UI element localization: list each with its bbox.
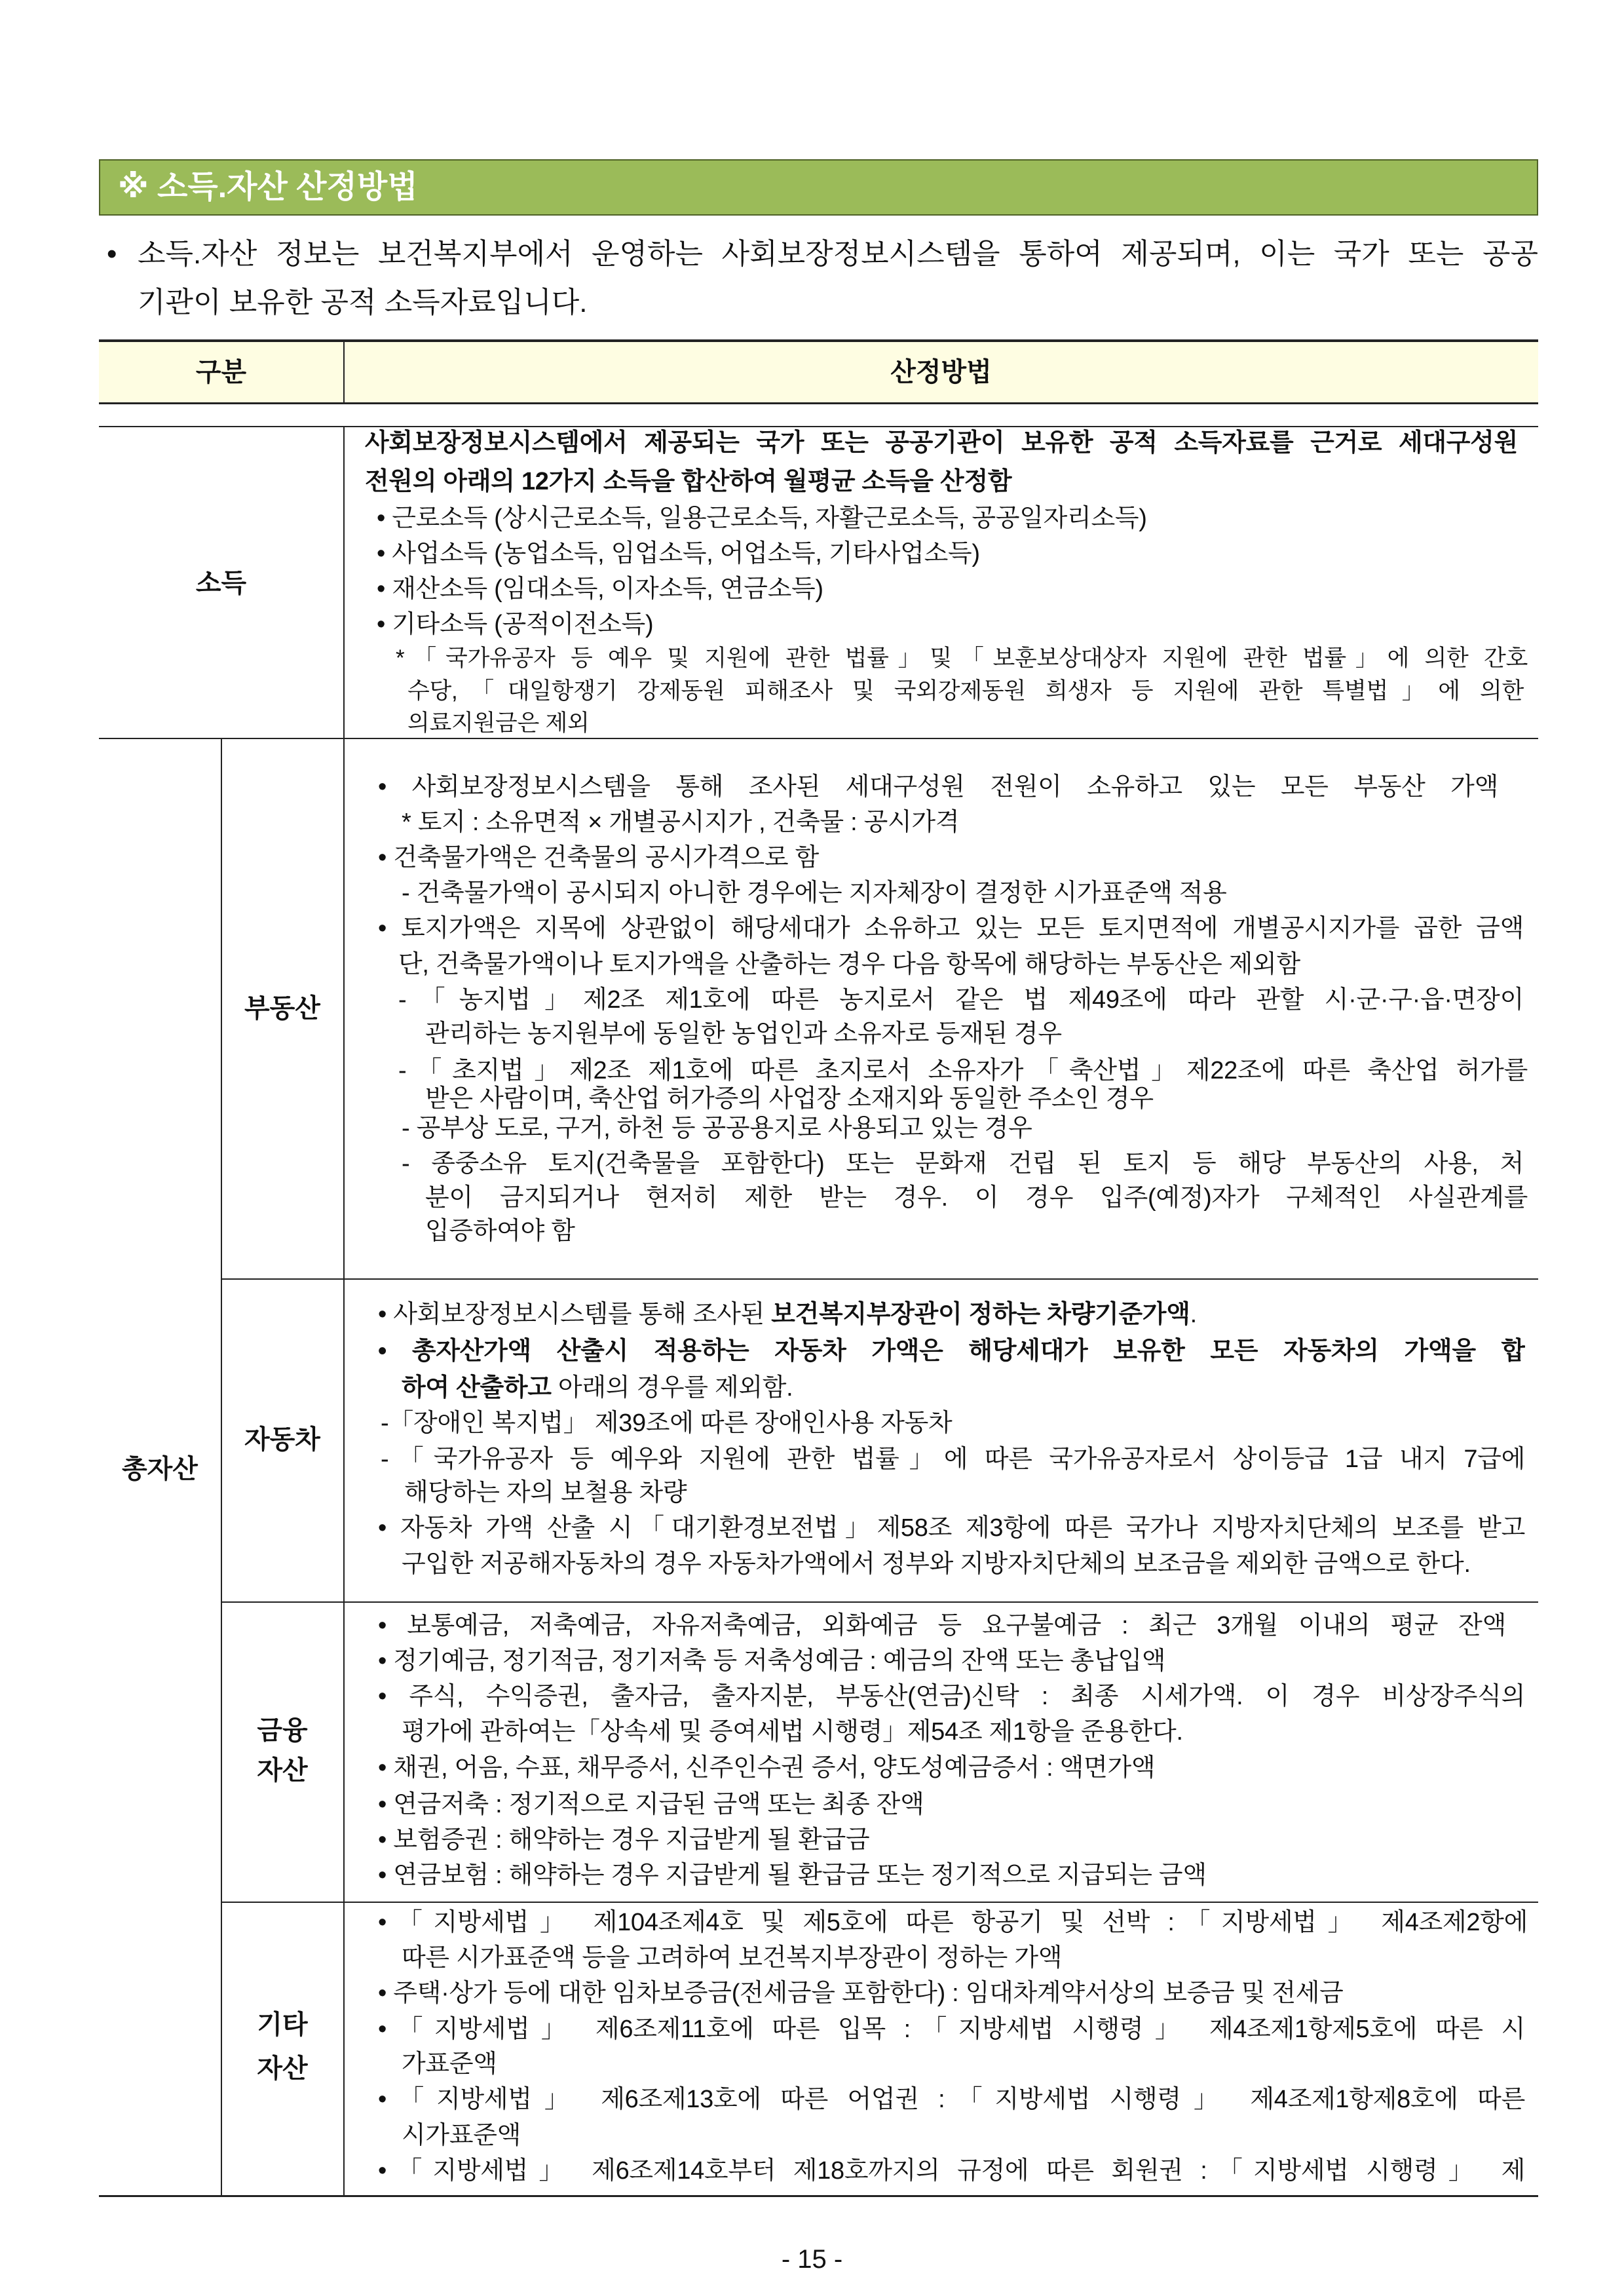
row-label-financial: 자산 xyxy=(257,1756,308,1785)
real-estate-line: * 토지 : 소유면적 × 개별공시지가 , 건축물 : 공시가격 xyxy=(402,809,960,836)
income-lead-line: 사회보장정보시스템에서 제공되는 국가 또는 공공기관이 보유한 공적 소득자료를 근거로 세대구성원 xyxy=(365,429,1518,457)
income-note-line: 의료지원금은 제외 xyxy=(407,710,590,736)
intro-line: 기관이 보유한 공적 소득자료입니다. xyxy=(138,286,588,318)
vehicle-line: 구입한 저공해자동차의 경우 자동차가액에서 정부와 지방자치단체의 보조금을 제외한 금액으로 한다. xyxy=(402,1550,1471,1578)
real-estate-line: • 건축물가액은 건축물의 공시가격으로 함 xyxy=(378,844,819,871)
vehicle-line-text: • 사회보장정보시스템를 통해 조사된 xyxy=(378,1301,772,1328)
table-rule xyxy=(99,2195,1538,2197)
income-lead-line: 전원의 아래의 12가지 소득을 합산하여 월평균 소득을 산정함 xyxy=(365,468,1012,495)
other-asset-line: •「지방세법」 제6조제14호부터 제18호까지의 규정에 따른 회원권 :「지방세법 시행령」 제 xyxy=(378,2157,1525,2185)
other-asset-line: •「지방세법」 제104조제4호 및 제5호에 따른 항공기 및 선박 :「지방세법」 제4조제2항에 xyxy=(378,1909,1528,1936)
vehicle-line xyxy=(378,1297,1524,1332)
income-item: • 재산소득 (임대소득, 이자소득, 연금소득) xyxy=(377,575,823,603)
real-estate-line: 단, 건축물가액이나 토지가액을 산출하는 경우 다음 항목에 해당하는 부동산은 제외함 xyxy=(398,951,1300,978)
real-estate-line: -「농지법」제2조 제1호에 따른 농지로서 같은 법 제49조에 따라 관할 시·군·구·읍·면장이 xyxy=(398,986,1524,1014)
financial-line: • 보통예금, 저축예금, 자유저축예금, 외화예금 등 요구불예금 : 최근 3개월 이내의 평균 잔액 xyxy=(378,1612,1506,1639)
vehicle-line-emphasis: 보건복지부장관이 정하는 차량기준가액 xyxy=(771,1301,1190,1328)
table-rule xyxy=(221,1902,1538,1903)
real-estate-line: • 사회보장정보시스템을 통해 조사된 세대구성원 전원이 소유하고 있는 모든 부동산 가액 xyxy=(378,773,1498,801)
real-estate-line: 분이 금지되거나 현저히 제한 받는 경우. 이 경우 입주(예정)자가 구체적인 사실관계를 xyxy=(425,1184,1528,1212)
financial-line: • 정기예금, 정기적금, 정기저축 등 저축성예금 : 예금의 잔액 또는 총납입액 xyxy=(378,1647,1166,1675)
financial-line: • 연금보험 : 해약하는 경우 지급받게 될 환급금 또는 정기적으로 지급되는 금액 xyxy=(378,1862,1207,1889)
other-asset-line: •「지방세법」 제6조제13호에 따른 어업권 :「지방세법 시행령」 제4조제1항제8호에 따른 xyxy=(378,2086,1525,2113)
income-item: • 사업소득 (농업소득, 임업소득, 어업소득, 기타사업소득) xyxy=(377,540,980,567)
financial-line: • 연금저축 : 정기적으로 지급된 금액 또는 최종 잔액 xyxy=(378,1791,924,1818)
table-rule xyxy=(221,1278,1538,1280)
page-number: - 15 - xyxy=(781,2245,843,2274)
financial-line: • 채권, 어음, 수표, 채무증서, 신주인수권 증서, 양도성예금증서 : 액면가액 xyxy=(378,1754,1156,1782)
real-estate-line: 입증하여야 함 xyxy=(425,1217,575,1245)
other-asset-line: • 주택·상가 등에 대한 임차보증금(전세금을 포함한다) : 임대차계약서상의 보증금 및 전세금 xyxy=(378,1980,1344,2007)
vehicle-line: -「장애인 복지법」 제39조에 따른 장애인사용 자동차 xyxy=(381,1409,953,1437)
financial-line: • 보험증권 : 해약하는 경우 지급받게 될 환급금 xyxy=(378,1826,870,1854)
row-label-other: 자산 xyxy=(257,2054,308,2083)
other-asset-line: •「지방세법」 제6조제11호에 따른 입목 :「지방세법 시행령」 제4조제1항제5호에 따른 시 xyxy=(378,2016,1525,2043)
real-estate-line: 받은 사람이며, 축산업 허가증의 사업장 소재지와 동일한 주소인 경우 xyxy=(425,1085,1154,1113)
other-asset-line: 따른 시가표준액 등을 고려하여 보건복지부장관이 정하는 가액 xyxy=(402,1944,1063,1972)
row-label-income: 소득 xyxy=(195,569,247,598)
real-estate-line: • 토지가액은 지목에 상관없이 해당세대가 소유하고 있는 모든 토지면적에 개별공시지가를 곱한 금액 xyxy=(378,915,1524,942)
header-method: 산정방법 xyxy=(890,358,992,387)
table-rule xyxy=(221,738,222,2197)
vehicle-line: -「국가유공자 등 예우와 지원에 관한 법률」에 따른 국가유공자로서 상이등급 1급 내지 7급에 xyxy=(381,1445,1525,1473)
other-asset-line: 시가표준액 xyxy=(402,2122,521,2149)
row-label-vehicle: 자동차 xyxy=(244,1425,320,1454)
header-category: 구분 xyxy=(195,358,247,387)
section-title: ※ 소득.자산 산정방법 xyxy=(118,170,418,204)
vehicle-line: • 총자산가액 산출시 적용하는 자동차 가액은 해당세대가 보유한 모든 자동차의 가액을 합 xyxy=(378,1337,1525,1365)
real-estate-line: - 공부상 도로, 구거, 하천 등 공공용지로 사용되고 있는 경우 xyxy=(402,1115,1032,1142)
intro-line: 소득.자산 정보는 보건복지부에서 운영하는 사회보장정보시스템을 통하여 제공되며, 이는 국가 또는 공공 xyxy=(138,238,1538,270)
table-rule xyxy=(343,426,345,2197)
income-note-line: *「국가유공자 등 예우 및 지원에 관한 법률」및「보훈보상대상자 지원에 관한 법률」에 의한 간호 xyxy=(396,645,1528,671)
vehicle-line xyxy=(402,1370,1524,1406)
row-label-real-estate: 부동산 xyxy=(244,994,320,1023)
other-asset-line: 가표준액 xyxy=(402,2050,497,2078)
vehicle-line: 해당하는 자의 보철용 차량 xyxy=(404,1479,687,1506)
table-rule xyxy=(221,1601,1538,1603)
income-item: • 근로소득 (상시근로소득, 일용근로소득, 자활근로소득, 공공일자리소득) xyxy=(377,505,1147,532)
vehicle-line: • 자동차 가액 산출 시「대기환경보전법」제58조 제3항에 따른 국가나 지방자치단체의 보조를 받고 xyxy=(378,1514,1525,1542)
bullet-icon: • xyxy=(107,238,117,270)
real-estate-line: - 건축물가액이 공시되지 아니한 경우에는 지자체장이 결정한 시가표준액 적용 xyxy=(402,879,1227,907)
financial-line: • 주식, 수익증권, 출자금, 출자지분, 부동산(연금)신탁 : 최종 시세가액. 이 경우 비상장주식의 xyxy=(378,1683,1525,1710)
real-estate-line: 관리하는 농지원부에 동일한 농업인과 소유자로 등재된 경우 xyxy=(425,1020,1062,1048)
real-estate-line: -「초지법」제2조 제1호에 따른 초지로서 소유자가「축산법」제22조에 따른 축산업 허가를 xyxy=(398,1057,1528,1084)
real-estate-line: - 종중소유 토지(건축물을 포함한다) 또는 문화재 건립 된 토지 등 해당 부동산의 사용, 처 xyxy=(402,1150,1524,1177)
row-label-total-assets: 총자산 xyxy=(122,1455,198,1483)
vehicle-line-text: 아래의 경우를 제외함. xyxy=(551,1374,793,1402)
income-item: • 기타소득 (공적이전소득) xyxy=(377,611,654,638)
section-title-box xyxy=(99,159,1538,216)
row-label-financial: 금융 xyxy=(257,1716,308,1745)
income-note-line: 수당,「대일항쟁기 강제동원 피해조사 및 국외강제동원 희생자 등 지원에 관한 특별법」에 의한 xyxy=(407,678,1524,704)
vehicle-line-emphasis: 하여 산출하고 xyxy=(402,1374,552,1402)
vehicle-line-text: . xyxy=(1190,1301,1197,1328)
financial-line: 평가에 관하여는「상속세 및 증여세법 시행령」제54조 제1항을 준용한다. xyxy=(402,1718,1183,1746)
table-header xyxy=(99,339,1538,404)
row-label-other: 기타 xyxy=(257,2010,308,2039)
table-rule xyxy=(343,339,345,404)
